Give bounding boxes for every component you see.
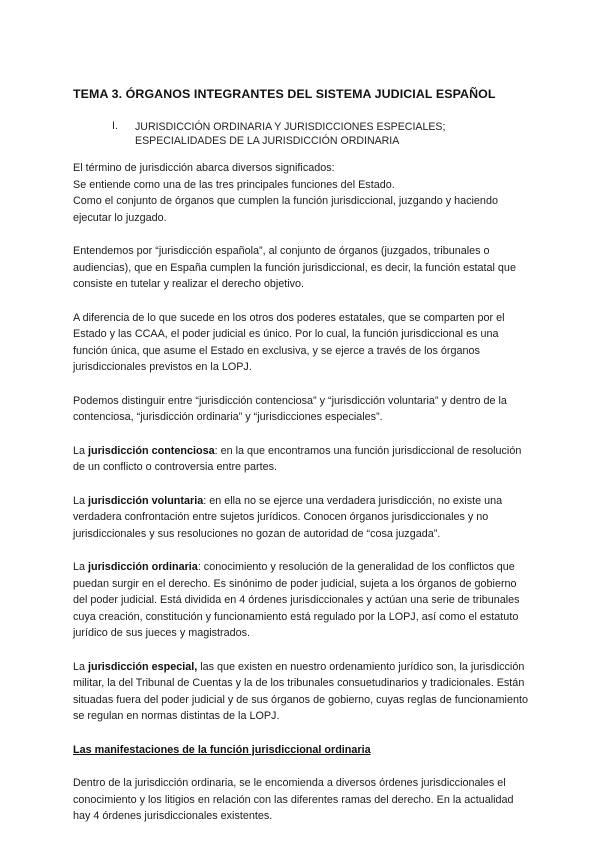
definition-ordinaria xyxy=(73,559,533,642)
paragraph-dentro: Dentro de la jurisdicción ordinaria, se le encomienda a diversos órdenes jurisdiccionales el conocimiento y los litigios en relación con las diferentes ramas del derecho. En la actualidad hay 4 órdenes jurisdiccionales existentes. xyxy=(73,777,514,822)
definition-term: jurisdicción ordinaria xyxy=(88,561,198,573)
paragraph-distinguir: Podemos distinguir entre “jurisdicción contenciosa” y “jurisdicción voluntaria” y dentro de la contenciosa, “jurisdicción ordinaria” y “jurisdicciones especiales”. xyxy=(73,394,507,423)
definition-term: jurisdicción especial, xyxy=(88,660,198,673)
definition-text: : en ella no se ejerce una verdadera jurisdicción, no existe una verdadera confrontación entre sujetos jurídicos. Conocen órganos jurisdiccionales y no jurisdiccionales y sus resoluciones no gozan de autoridad de “cosa juzgada”. xyxy=(73,494,503,540)
definition-voluntaria xyxy=(73,493,533,543)
intro-line: El término de jurisdicción abarca diversos significados: xyxy=(73,162,335,174)
definition-term: jurisdicción voluntaria xyxy=(88,494,204,507)
definition-text: las que existen en nuestro ordenamiento jurídico son, la jurisdicción militar, la del Tribunal de Cuentas y la de los tribunales consuetudinarios y tradicionales. Están situadas fuera del poder judicial y de sus órganos de gobierno, cuyas reglas de funcionamiento se regulan en normas distintas de la LOPJ. xyxy=(73,660,528,722)
definition-prefix: La xyxy=(73,561,89,573)
definition-term: jurisdicción contenciosa xyxy=(88,444,215,457)
paragraph-entendemos: Entendemos por “jurisdicción española”, al conjunto de órganos (juzgados, tribunales o audiencias), que en España cumplen la función jurisdiccional, es decir, la función estatal que consiste en tutelar y realizar el derecho objetivo. xyxy=(73,245,516,290)
definition-prefix: La xyxy=(73,444,89,457)
section-number: I. xyxy=(112,120,118,132)
definition-contenciosa xyxy=(73,443,533,476)
document-body xyxy=(73,160,533,842)
paragraph-diferencia: A diferencia de lo que sucede en los otros dos poderes estatales, que se comparten por el Estado y las CCAA, el poder judicial es único. Por lo cual, la función jurisdiccional es una función única, que asume el Estado en exclusiva, y se ejerce a través de los órganos jurisdiccionales previstos en la LOPJ. xyxy=(73,311,505,373)
definition-especial xyxy=(73,659,533,725)
subheading: Las manifestaciones de la función jurisdiccional ordinaria xyxy=(73,743,371,756)
intro-line: Como el conjunto de órganos que cumplen la función jurisdiccional, juzgando y haciendo ejecutar lo juzgado. xyxy=(73,195,498,224)
definition-prefix: La xyxy=(73,660,89,673)
definition-text: : conocimiento y resolución de la generalidad de los conflictos que puedan surgir en el derecho. Es sinónimo de poder judicial, sujeta a los órganos de gobierno del poder judicial. Está dividida en 4 órdenes jurisdiccionales y actúan una serie de tribunales cuya creación, constitución y funcionamiento está regulado por la LOPJ, así como el estatuto jurídico de sus jueces y magistrados. xyxy=(73,561,520,639)
definition-text: : en la que encontramos una función jurisdiccional de resolución de un conflicto o controversia entre partes. xyxy=(73,444,522,473)
intro-line: Se entiende como una de las tres principales funciones del Estado. xyxy=(73,178,395,191)
definition-prefix: La xyxy=(73,494,89,507)
section-title: JURISDICCIÓN ORDINARIA Y JURISDICCIONES ESPECIALES; ESPECIALIDADES DE LA JURISDICCIÓN ORDINARIA xyxy=(135,121,446,147)
document-title: TEMA 3. ÓRGANOS INTEGRANTES DEL SISTEMA JUDICIAL ESPAÑOL xyxy=(73,87,496,101)
